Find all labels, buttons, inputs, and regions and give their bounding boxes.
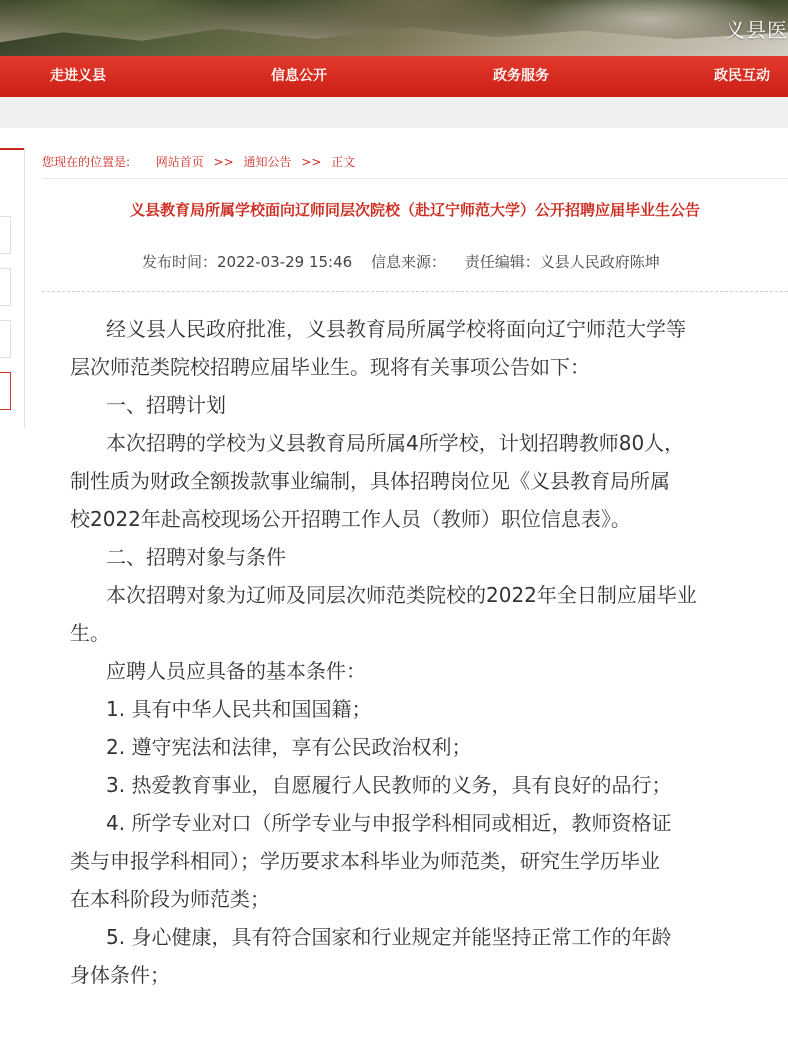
title-divider bbox=[42, 291, 788, 292]
paragraph-line: 身体条件； bbox=[70, 963, 170, 987]
header-banner bbox=[0, 0, 788, 56]
paragraph-line: 经义县人民政府批准，义县教育局所属学校将面向辽宁师范大学等 bbox=[106, 317, 686, 341]
paragraph-line: 生。 bbox=[70, 621, 110, 645]
publish-time: 发布时间：2022-03-29 15:46 bbox=[142, 253, 353, 271]
article-title: 义县教育局所属学校面向辽师同层次院校（赴辽宁师范大学）公开招聘应届毕业生公告 bbox=[129, 201, 700, 219]
nav-item-about[interactable]: 走进义县 bbox=[50, 68, 106, 84]
list-item: 2. 遵守宪法和法律，享有公民政治权利； bbox=[106, 735, 472, 759]
sidebar-item[interactable] bbox=[0, 268, 11, 306]
info-source: 信息来源： bbox=[370, 253, 446, 271]
left-sidebar bbox=[0, 148, 25, 428]
nav-item-info[interactable]: 信息公开 bbox=[271, 68, 327, 84]
nav-item-services[interactable]: 政务服务 bbox=[493, 68, 549, 84]
paragraph-line: 本次招聘的学校为义县教育局所属4所学校，计划招聘教师80人， bbox=[106, 431, 685, 455]
breadcrumb-separator: >> bbox=[213, 155, 234, 169]
list-item: 1. 具有中华人民共和国国籍； bbox=[106, 697, 372, 721]
site-title: 义县医 bbox=[725, 18, 788, 42]
paragraph-line: 应聘人员应具备的基本条件： bbox=[106, 659, 366, 683]
sidebar-item-active[interactable] bbox=[0, 372, 11, 410]
section-heading: 二、招聘对象与条件 bbox=[106, 545, 286, 569]
list-item: 3. 热爱教育事业，自愿履行人民教师的义务，具有良好的品行； bbox=[106, 773, 672, 797]
sidebar-item[interactable] bbox=[0, 320, 11, 358]
article-meta bbox=[142, 251, 788, 272]
list-item: 4. 所学专业对口（所学专业与申报学科相同或相近，教师资格证 bbox=[106, 811, 672, 835]
breadcrumb-prefix: 您现在的位置是: bbox=[42, 155, 131, 169]
nav-item-interaction[interactable]: 政民互动 bbox=[714, 68, 770, 84]
section-heading: 一、招聘计划 bbox=[106, 393, 226, 417]
mountain-image bbox=[0, 22, 788, 56]
breadcrumb-current: 正文 bbox=[331, 155, 356, 169]
sidebar-accent-bar bbox=[0, 148, 24, 150]
breadcrumb-notices-link[interactable]: 通知公告 bbox=[243, 155, 292, 169]
paragraph-line: 制性质为财政全额拨款事业编制，具体招聘岗位见《义县教育局所属 bbox=[70, 469, 670, 493]
responsible-editor: 责任编辑：义县人民政府陈坤 bbox=[464, 253, 660, 271]
nav-spacer bbox=[0, 97, 788, 128]
paragraph-line: 本次招聘对象为辽师及同层次师范类院校的2022年全日制应届毕业 bbox=[106, 583, 697, 607]
sidebar-item[interactable] bbox=[0, 216, 11, 254]
paragraph-line: 层次师范类院校招聘应届毕业生。现将有关事项公告如下： bbox=[70, 355, 590, 379]
paragraph-line: 校2022年赴高校现场公开招聘工作人员（教师）职位信息表》。 bbox=[70, 507, 631, 531]
breadcrumb bbox=[42, 148, 788, 179]
main-nav bbox=[0, 56, 788, 97]
breadcrumb-home-link[interactable]: 网站首页 bbox=[155, 155, 204, 169]
paragraph-line: 类与申报学科相同）；学历要求本科毕业为师范类，研究生学历毕业 bbox=[70, 849, 660, 873]
article-body bbox=[70, 310, 788, 994]
list-item: 5. 身心健康，具有符合国家和行业规定并能坚持正常工作的年龄 bbox=[106, 925, 672, 949]
paragraph-line: 在本科阶段为师范类； bbox=[70, 887, 270, 911]
breadcrumb-separator: >> bbox=[301, 155, 322, 169]
